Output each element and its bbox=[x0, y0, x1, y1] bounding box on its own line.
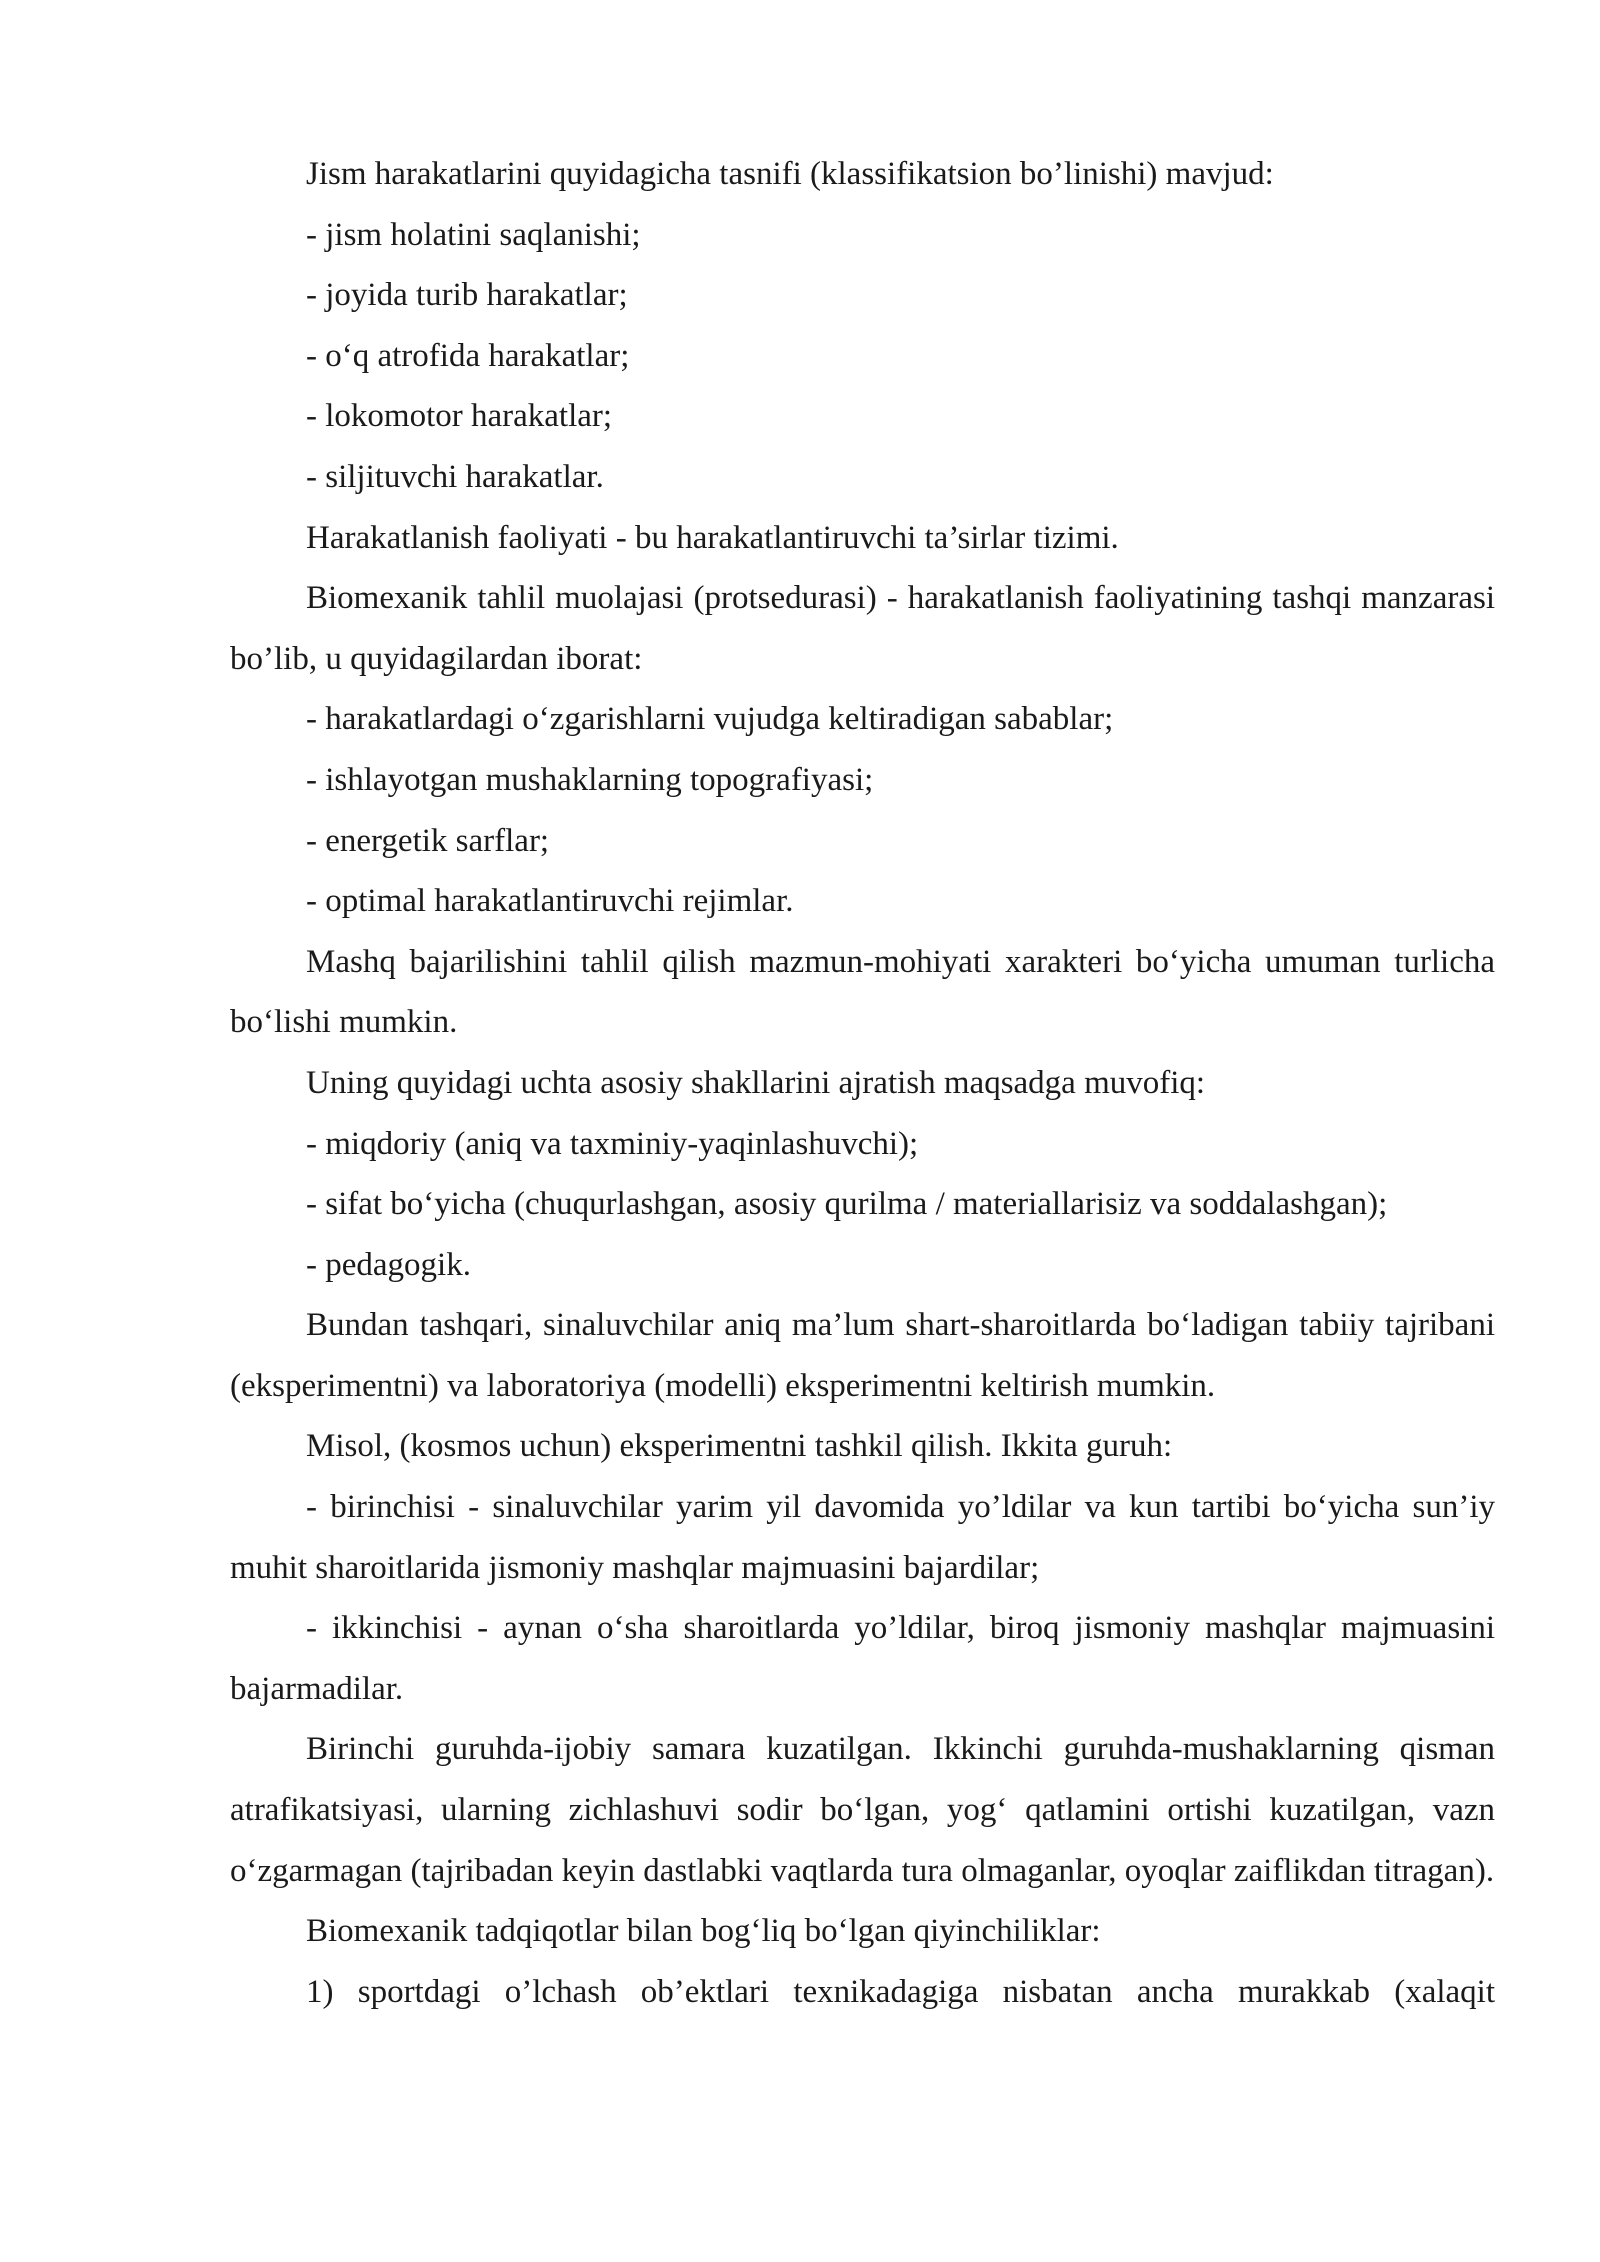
paragraph: Misol, (kosmos uchun) eksperimentni tashkil qilish. Ikkita guruh: bbox=[306, 1428, 1173, 1465]
list-item: - ishlayotgan mushaklarning topografiyasi; bbox=[306, 761, 874, 798]
document-body bbox=[230, 144, 1495, 2022]
list-item: - sifat bo‘yicha (chuqurlashgan, asosiy qurilma / materiallarisiz va soddalashgan); bbox=[306, 1186, 1388, 1223]
paragraph: Bundan tashqari, sinaluvchilar aniq ma’lum shart-sharoitlarda bo‘ladigan tabiiy tajribani (eksperimentni) va laboratoriya (modelli) eksperimentni keltirish mumkin. bbox=[230, 1307, 1495, 1404]
paragraph: Biomexanik tahlil muolajasi (protsedurasi) - harakatlanish faoliyatining tashqi manzarasi bo’lib, u quyidagilardan iborat: bbox=[230, 580, 1495, 677]
list-item: - birinchisi - sinaluvchilar yarim yil davomida yo’ldilar va kun tartibi bo‘yicha sun’iy muhit sharoitlarida jismoniy mashqlar majmuasini bajardilar; bbox=[230, 1489, 1495, 1586]
list-item: - joyida turib harakatlar; bbox=[306, 277, 628, 314]
list-item: - o‘q atrofida harakatlar; bbox=[306, 337, 630, 374]
list-item: 1) sportdagi o’lchash ob’ektlari texnikadagiga nisbatan ancha murakkab (xalaqit bbox=[306, 1973, 1495, 2010]
list-item: - jism holatini saqlanishi; bbox=[306, 216, 641, 253]
list-item: - pedagogik. bbox=[306, 1246, 471, 1283]
paragraph: Uning quyidagi uchta asosiy shakllarini ajratish maqsadga muvofiq: bbox=[306, 1064, 1206, 1101]
list-item: - miqdoriy (aniq va taxminiy-yaqinlashuvchi); bbox=[306, 1125, 919, 1162]
paragraph: Birinchi guruhda-ijobiy samara kuzatilgan. Ikkinchi guruhda-mushaklarning qisman atrafikatsiyasi, ularning zichlashuvi sodir bo‘lgan, yog‘ qatlamini ortishi kuzatilgan, vazn o‘zgarmagan (tajribadan keyin dastlabki vaqtlarda tura olmaganlar, oyoqlar zaiflikdan titragan). bbox=[230, 1731, 1495, 1889]
paragraph: Biomexanik tadqiqotlar bilan bog‘liq bo‘lgan qiyinchiliklar: bbox=[306, 1913, 1101, 1950]
paragraph: Mashq bajarilishini tahlil qilish mazmun-mohiyati xarakteri bo‘yicha umuman turlicha bo‘lishi mumkin. bbox=[230, 943, 1495, 1041]
list-item: - lokomotor harakatlar; bbox=[306, 398, 613, 435]
list-item: - harakatlardagi o‘zgarishlarni vujudga keltiradigan sabablar; bbox=[306, 701, 1114, 738]
list-item: - ikkinchisi - aynan o‘sha sharoitlarda yo’ldilar, biroq jismoniy mashqlar majmuasini bajarmadilar. bbox=[230, 1610, 1495, 1707]
list-item: - optimal harakatlantiruvchi rejimlar. bbox=[306, 883, 794, 920]
paragraph: Jism harakatlarini quyidagicha tasnifi (klassifikatsion bo’linishi) mavjud: bbox=[306, 156, 1274, 192]
list-item: - energetik sarflar; bbox=[306, 822, 550, 859]
paragraph: Harakatlanish faoliyati - bu harakatlantiruvchi ta’sirlar tizimi. bbox=[306, 519, 1119, 556]
list-item: - siljituvchi harakatlar. bbox=[306, 458, 604, 495]
